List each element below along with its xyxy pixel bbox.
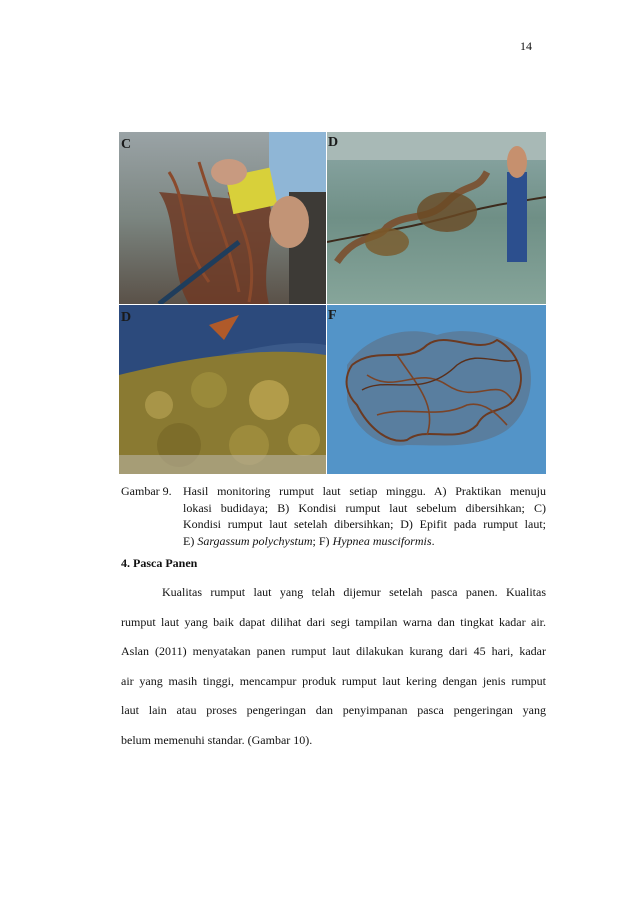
caption-line-last	[183, 533, 546, 550]
caption-label: Gambar 9.	[121, 484, 172, 498]
photo-panel-d-top	[327, 132, 546, 304]
photo-panel-d-bottom	[119, 305, 326, 474]
photo-label-c: C	[121, 137, 132, 152]
figure-caption	[121, 483, 546, 549]
caption-text: .	[431, 533, 435, 548]
photo-panel-f	[327, 305, 546, 474]
paragraph-line: belum memenuhi standar. (Gambar 10).	[121, 732, 313, 747]
paragraph-line: Aslan (2011) menyatakan panen rumput laut dilakukan kurang dari 45 hari, kadar	[121, 644, 546, 659]
seaweed-handling-photo	[119, 132, 326, 304]
page-number: 14	[520, 39, 532, 53]
species-name-f: Hypnea musciformis	[332, 533, 432, 548]
epiphyte-seaweed-photo	[119, 305, 326, 474]
figure-photo-grid	[119, 132, 546, 474]
caption-line: lokasi budidaya; B) Kondisi rumput laut sebelum dibersihkan; C)	[183, 500, 546, 515]
dried-seaweed-on-tarp-photo	[327, 305, 546, 474]
section-heading: 4. Pasca Panen	[121, 556, 198, 570]
body-paragraph	[121, 584, 546, 762]
caption-line: Kondisi rumput laut setelah dibersihkan; D) Epifit pada rumput laut;	[183, 517, 546, 531]
photo-label-d-bottom: D	[121, 310, 132, 325]
paragraph-line: rumput laut yang baik dapat dilihat dari segi tampilan warna dan tingkat kadar air.	[121, 614, 546, 629]
caption-text: ; F)	[312, 533, 333, 548]
photo-label-d-top: D	[328, 135, 339, 150]
caption-text: E)	[183, 533, 198, 548]
paragraph-line: air yang masih tinggi, mencampur produk rumput laut kering dengan jenis rumput	[121, 673, 546, 688]
species-name-e: Sargassum polychystum	[197, 533, 313, 548]
photo-panel-c	[119, 132, 326, 304]
seaweed-rope-in-water-photo	[327, 132, 546, 304]
paragraph-line: Kualitas rumput laut yang telah dijemur setelah pasca panen. Kualitas	[162, 585, 546, 599]
paragraph-line: laut lain atau proses pengeringan dan penyimpanan pasca pengeringan yang	[121, 703, 546, 718]
caption-body	[183, 483, 546, 549]
caption-line: Hasil monitoring rumput laut setiap minggu. A) Praktikan menuju	[183, 484, 546, 498]
photo-label-f: F	[328, 308, 337, 323]
